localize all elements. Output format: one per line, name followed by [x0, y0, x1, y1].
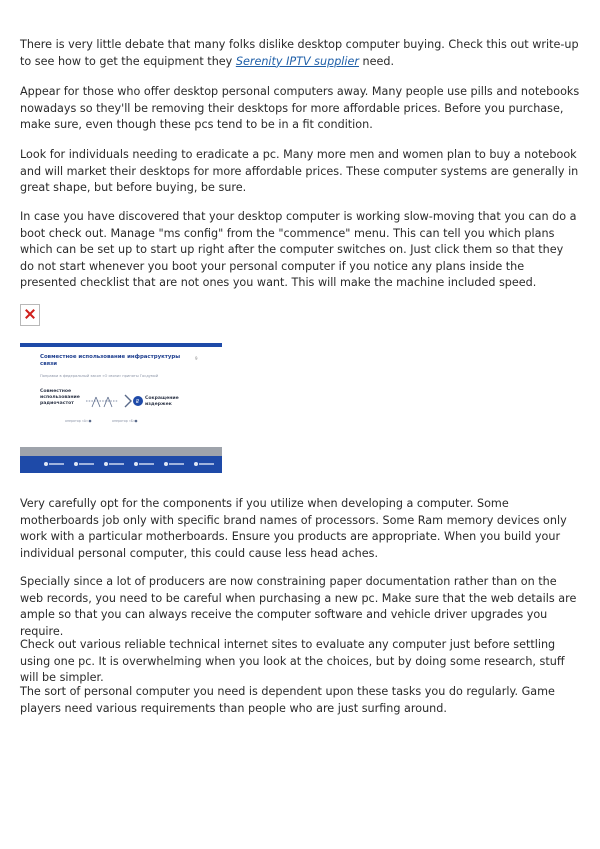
paragraph-2: Appear for those who offer desktop personal computers away. Many people use pills and notebooks nowadays so they'll be removing their desktops for more affordable prices. Before you purchase, make sure, even though these pcs tend to be in a fit condition. [20, 85, 580, 132]
svg-text:₽: ₽ [136, 399, 140, 405]
slide-right-label: Сокращение издержек [145, 396, 179, 407]
paragraph-1-tail: need. [359, 54, 395, 68]
slide-left-label: Совместное использование радиочастот [40, 389, 80, 406]
slide-diagram [20, 343, 222, 443]
partner-logo [164, 461, 184, 466]
partner-logo [44, 461, 64, 466]
paragraph-4: In case you have discovered that your desktop computer is working slow-moving that you can do a boot check out. Manage "ms config" from the "commence" menu. This can tell you which plans which can be set up to start up right after the computer switches on. Just click them so that they do not start whenever you boot your personal computer if you notice any plans inside the presented checklist that are not ones you want. This will make the machine included speed. [20, 210, 577, 290]
partner-logo [104, 461, 124, 466]
operator-b-label: оператор «Б» [112, 419, 135, 423]
operator-b-dot [135, 420, 138, 423]
slide-subtitle: Поправки в федеральный закон «О связи» приняты Госдумой [40, 374, 159, 378]
chevron-right-icon [125, 395, 131, 407]
slide-page-number: 9 [195, 356, 198, 361]
operator-a-label: оператор «А» [65, 419, 88, 423]
broken-image-icon [20, 304, 40, 326]
slide-footer-logos [44, 461, 214, 466]
slide-gray-band [20, 447, 222, 456]
paragraph-1-text: There is very little debate that many folks dislike desktop computer buying. Check this out write-up to see how to get the equipment they [20, 38, 579, 68]
serenity-iptv-link[interactable]: Serenity IPTV supplier [235, 54, 359, 68]
partner-logo [194, 461, 214, 466]
presentation-slide-image [20, 343, 222, 479]
paragraph-8: The sort of personal computer you need is dependent upon these tasks you do regularly. Game players need various requirements than people who are just surfing around. [20, 685, 555, 715]
paragraph-7: Check out various reliable technical internet sites to evaluate any computer just before settling using one pc. It is overwhelming when you look at the choices, but by doing some research, stuff will be simpler. [20, 638, 565, 685]
partner-logo [74, 461, 94, 466]
slide-title: Совместное использование инфраструктуры связи [40, 354, 181, 367]
slide-bottom-margin [20, 473, 222, 479]
paragraph-5: Very carefully opt for the components if you utilize when developing a computer. Some motherboards job only with specific brand names of processors. Some Ram memory devices only work with a particular motherboards. Ensure you products are appropriate. When you build your individual personal computer, this could cause less head aches. [20, 497, 567, 560]
paragraph-3: Look for individuals needing to eradicate a pc. Many more men and women plan to buy a notebook and will market their desktops for more affordable prices. These computer systems are generally in great shape, but before buying, be sure. [20, 148, 579, 195]
antenna-icon [86, 397, 118, 407]
paragraph-1 [20, 37, 580, 70]
operator-a-dot [89, 420, 92, 423]
partner-logo [134, 461, 154, 466]
paragraph-6: Specially since a lot of producers are now constraining paper documentation rather than on the web records, you need to be careful when purchasing a new pc. Make sure that the web details are ample so that you can always receive the computer software and vehicle driver upgrades you require. [20, 575, 577, 638]
